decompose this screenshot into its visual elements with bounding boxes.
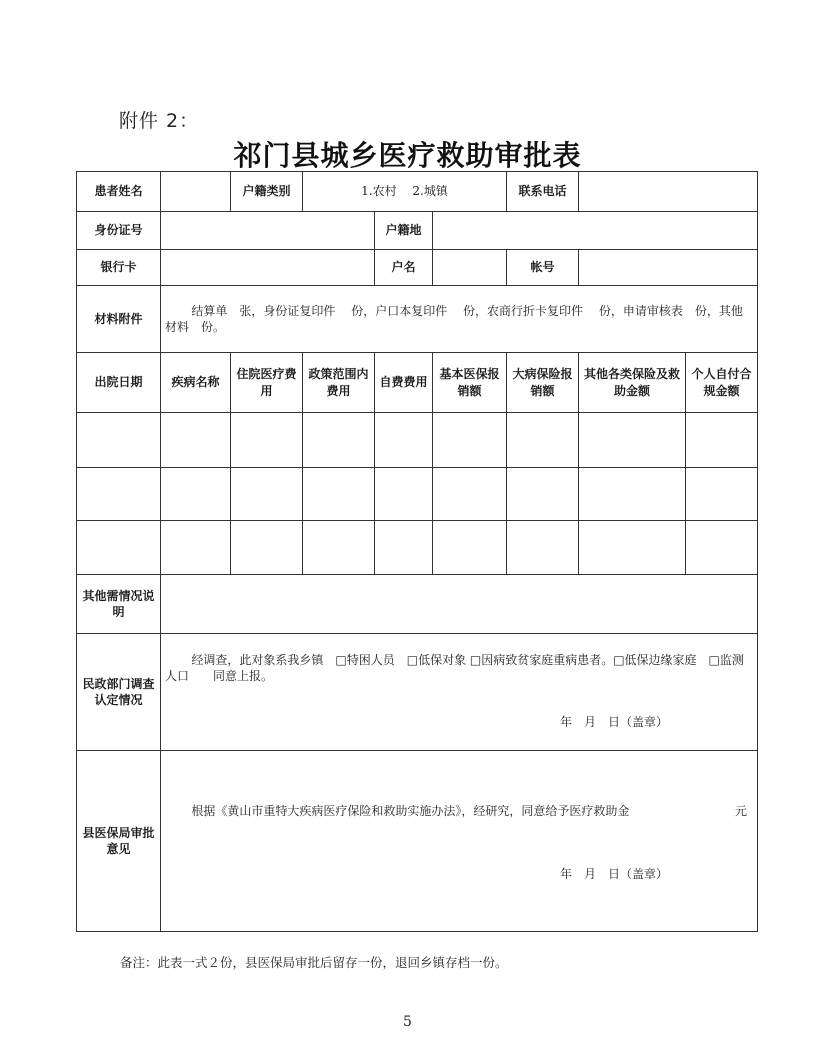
row-other-situation — [77, 575, 758, 634]
form-title: 祁门县城乡医疗救助审批表 — [233, 139, 582, 172]
patient-name-field[interactable] — [161, 172, 231, 212]
col-serious-illness: 大病保险报销额 — [507, 353, 579, 413]
medical-insurance-date-line: 年 月 日（盖章） — [560, 867, 669, 882]
row-medical-insurance — [77, 751, 758, 932]
col-other-insurance: 其他各类保险及救助金额 — [579, 353, 686, 413]
row-patient-info — [77, 172, 758, 212]
medical-insurance-text: 根据《黄山市重特大疾病医疗保险和救助实施办法》，经研究，同意给予医疗救助金 — [191, 804, 630, 818]
row-bank-info — [77, 250, 758, 286]
account-number-field[interactable] — [579, 250, 758, 286]
civil-affairs-label: 民政部门调查认定情况 — [77, 634, 161, 751]
account-name-label: 户名 — [375, 250, 433, 286]
row-materials — [77, 286, 758, 353]
col-self-pay: 自费费用 — [375, 353, 433, 413]
household-place-label: 户籍地 — [375, 212, 433, 250]
medical-insurance-unit: 元 — [734, 804, 747, 818]
civil-affairs-text: 经调查，此对象系我乡镇 □特困人员 □低保对象 □因病致贫家庭重病患者。□低保边缘家庭 □监测人口 同意上报。 — [165, 653, 744, 684]
materials-text: 结算单 张，身份证复印件 份，户口本复印件 份，农商行折卡复印件 份，申请审核表 份，其他材料 份。 — [161, 286, 758, 353]
materials-label: 材料附件 — [77, 286, 161, 353]
attachment-label: 附件 2： — [119, 110, 200, 132]
household-type-options[interactable]: 1.农村 2.城镇 — [303, 172, 507, 212]
col-personal-compliant: 个人自付合规金额 — [686, 353, 758, 413]
table-row — [77, 413, 758, 468]
household-type-label: 户籍类别 — [231, 172, 303, 212]
page-number: 5 — [403, 1014, 412, 1030]
table-row — [77, 468, 758, 521]
row-column-headers — [77, 353, 758, 413]
col-policy-cost: 政策范围内费用 — [303, 353, 375, 413]
phone-label: 联系电话 — [507, 172, 579, 212]
medical-insurance-cell — [161, 751, 758, 932]
other-situation-label: 其他需情况说明 — [77, 575, 161, 634]
account-number-label: 帐号 — [507, 250, 579, 286]
table-row — [77, 521, 758, 575]
row-civil-affairs — [77, 634, 758, 751]
row-id-info — [77, 212, 758, 250]
approval-form-table — [76, 171, 758, 932]
id-number-field[interactable] — [161, 212, 375, 250]
other-situation-field[interactable] — [161, 575, 758, 634]
civil-affairs-date-line: 年 月 日（盖章） — [560, 715, 669, 730]
col-disease-name: 疾病名称 — [161, 353, 231, 413]
footnote: 备注：此表一式２份，县医保局审批后留存一份，退回乡镇存档一份。 — [120, 955, 508, 970]
col-basic-insurance: 基本医保报销额 — [433, 353, 507, 413]
patient-name-label: 患者姓名 — [77, 172, 161, 212]
phone-field[interactable] — [579, 172, 758, 212]
col-hospital-cost: 住院医疗费用 — [231, 353, 303, 413]
col-discharge-date: 出院日期 — [77, 353, 161, 413]
account-name-field[interactable] — [433, 250, 507, 286]
civil-affairs-cell — [161, 634, 758, 751]
household-place-field[interactable] — [433, 212, 758, 250]
id-number-label: 身份证号 — [77, 212, 161, 250]
medical-insurance-label: 县医保局审批意见 — [77, 751, 161, 932]
bank-card-field[interactable] — [161, 250, 375, 286]
bank-card-label: 银行卡 — [77, 250, 161, 286]
